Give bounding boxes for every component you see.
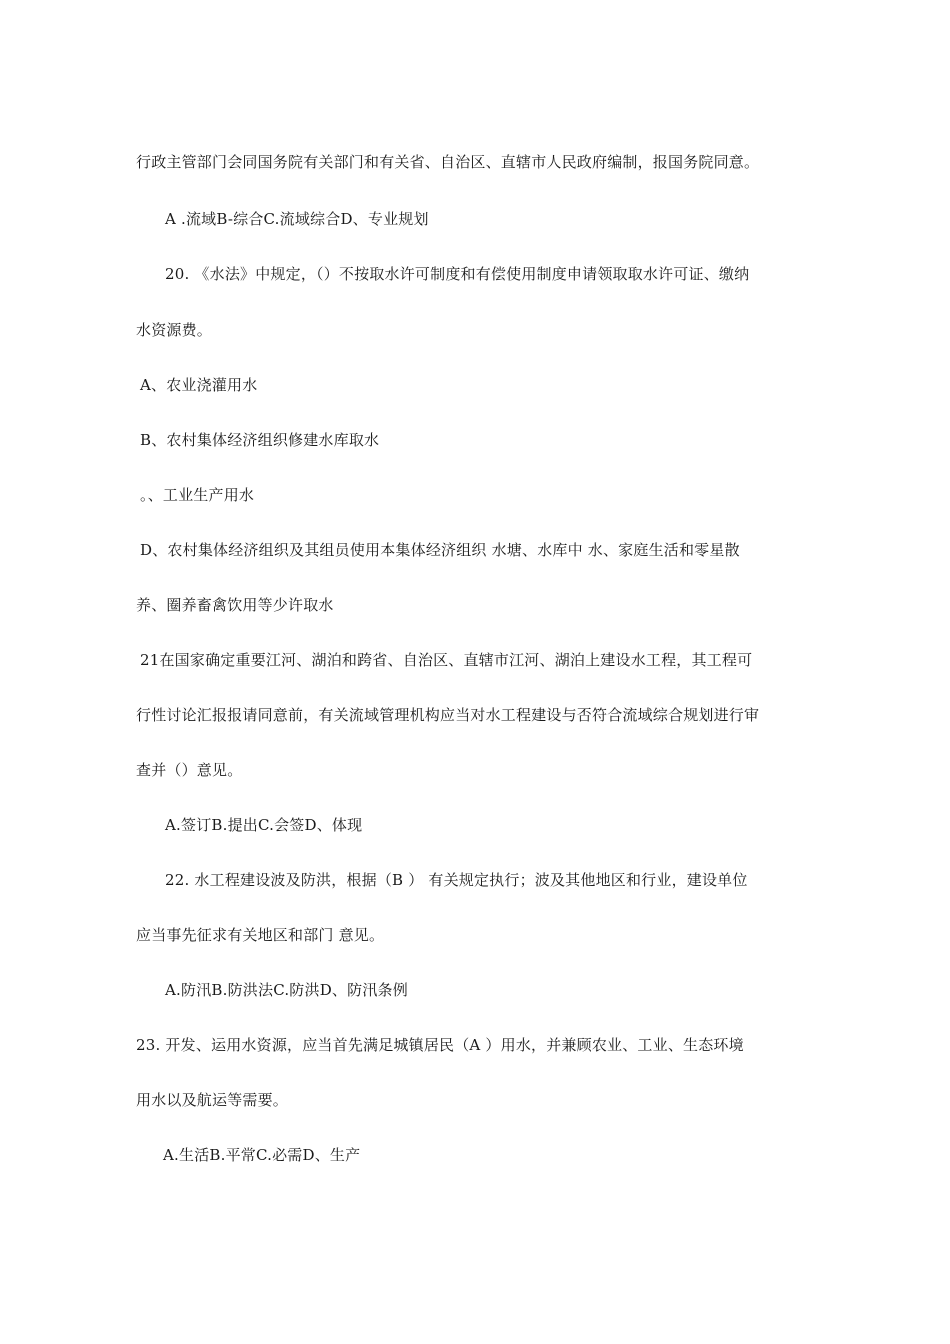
q22-options: A.防汛B.防洪法C.防洪D、防汛条例 — [165, 981, 408, 999]
q20-stem-line2: 水资源费。 — [136, 321, 213, 339]
q20-option-d-line2: 养、圈养畜禽饮用等少许取水 — [136, 596, 334, 614]
q21-stem-line1: 21在国家确定重要江河、湖泊和跨省、自治区、直辖市江河、湖泊上建设水工程，其工程可 — [140, 651, 753, 669]
q22-stem-line2: 应当事先征求有关地区和部门 意见。 — [136, 926, 385, 944]
q20-option-d-line1: D、农村集体经济组织及其组员使用本集体经济组织 水塘、水库中 水、家庭生活和零星散 — [140, 541, 740, 559]
q23-stem-line1: 23. 开发、运用水资源，应当首先满足城镇居民（A ）用水，并兼顾农业、工业、生态环境 — [136, 1036, 744, 1054]
q21-stem-line3: 查并（）意见。 — [136, 761, 243, 779]
q23-stem-line2: 用水以及航运等需要。 — [136, 1091, 289, 1109]
paragraph-continuation-line: 行政主管部门会同国务院有关部门和有关省、自治区、直辖市人民政府编制，报国务院同意。 — [136, 153, 760, 171]
q23-options: A.生活B.平常C.必需D、生产 — [163, 1146, 361, 1164]
q20-option-b: B、农村集体经济组织修建水库取水 — [140, 431, 380, 449]
q21-options: A.签订B.提出C.会签D、体现 — [165, 816, 363, 834]
q20-stem-line1: 20. 《水法》中规定，（）不按取水许可制度和有偿使用制度申请领取取水许可证、缴纳 — [165, 265, 750, 283]
q22-stem-line1: 22. 水工程建设波及防洪，根据（B ） 有关规定执行；波及其他地区和行业，建设单位 — [165, 871, 748, 889]
q19-options: A .流域B-综合C.流域综合D、专业规划 — [165, 210, 429, 228]
q20-option-a: A、农业浇灌用水 — [140, 376, 258, 394]
q20-option-c: 。、工业生产用水 — [140, 486, 255, 504]
q21-stem-line2: 行性讨论汇报报请同意前，有关流域管理机构应当对水工程建设与否符合流域综合规划进行审 — [136, 706, 760, 724]
